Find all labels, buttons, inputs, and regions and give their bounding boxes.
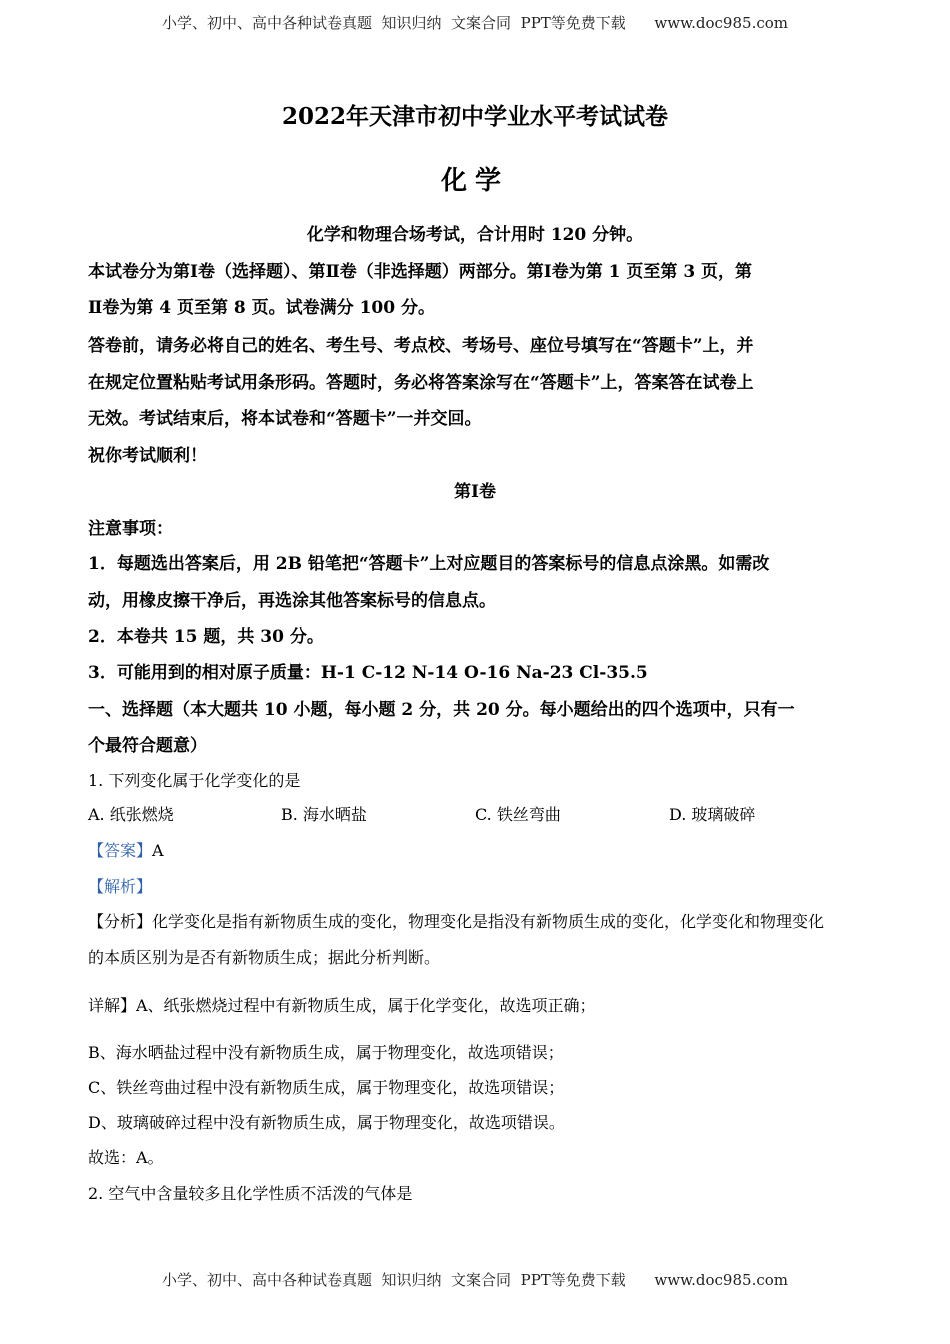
answer-tag: 【答案】 xyxy=(88,841,153,860)
rules-line-3: 无效。考试结束后，将本试卷和“答题卡”一并交回。 xyxy=(88,409,482,429)
volume-title: 第Ⅰ卷 xyxy=(454,482,496,502)
subject-title: 化学 xyxy=(440,166,509,196)
question-2-stem: 2. 空气中含量较多且化学性质不活泼的气体是 xyxy=(88,1184,413,1203)
answer-line xyxy=(88,838,863,861)
rules-line-1: 答卷前，请务必将自己的姓名、考生号、考点校、考场号、座位号填写在“答题卡”上，并 xyxy=(88,336,754,356)
section-1-line-1: 一、选择题（本大题共 10 小题，每小题 2 分，共 20 分。每小题给出的四个选项中，只有一 xyxy=(88,700,795,720)
answer-value: A xyxy=(152,841,164,860)
exam-duration: 化学和物理合场考试，合计用时 120 分钟。 xyxy=(306,225,644,245)
section-1-line-2: 个最符合题意） xyxy=(88,736,207,756)
detail-c: C、铁丝弯曲过程中没有新物质生成，属于物理变化，故选项错误； xyxy=(88,1078,565,1097)
structure-line-1: 本试卷分为第Ⅰ卷（选择题）、第Ⅱ卷（非选择题）两部分。第Ⅰ卷为第 1 页至第 3 页，第 xyxy=(88,262,753,282)
conclusion: 故选：A。 xyxy=(88,1148,164,1167)
analysis-tag: 【解析】 xyxy=(88,877,153,896)
fenxi-line-2: 的本质区别为是否有新物质生成；据此分析判断。 xyxy=(88,948,441,967)
question-1-option-a: A. 纸张燃烧 xyxy=(88,805,174,824)
note-2: 2．本卷共 15 题，共 30 分。 xyxy=(88,627,324,647)
structure-line-2: Ⅱ卷为第 4 页至第 8 页。试卷满分 100 分。 xyxy=(88,298,435,318)
note-3: 3．可能用到的相对原子质量：H-1 C-12 N-14 O-16 Na-23 Cl-35.5 xyxy=(88,663,648,683)
question-1-option-c: C. 铁丝弯曲 xyxy=(475,805,561,824)
note-1-line-2: 动，用橡皮擦干净后，再选涂其他答案标号的信息点。 xyxy=(88,591,496,611)
exam-title: 2022年天津市初中学业水平考试试卷 xyxy=(281,103,668,130)
question-1-option-d: D. 玻璃破碎 xyxy=(669,805,756,824)
footer-banner: 小学、初中、高中各种试卷真题 知识归纳 文案合同 PPT等免费下载 www.doc985.com xyxy=(161,1271,788,1289)
question-1-stem: 1. 下列变化属于化学变化的是 xyxy=(88,771,301,790)
fenxi-line-1: 【分析】化学变化是指有新物质生成的变化，物理变化是指没有新物质生成的变化，化学变化和物理变化 xyxy=(88,912,825,931)
detail-d: D、玻璃破碎过程中没有新物质生成，属于物理变化，故选项错误。 xyxy=(88,1113,565,1132)
rules-line-2: 在规定位置粘贴考试用条形码。答题时，务必将答案涂写在“答题卡”上，答案答在试卷上 xyxy=(88,373,754,393)
detail-a: 详解】A、纸张燃烧过程中有新物质生成，属于化学变化，故选项正确； xyxy=(88,996,596,1015)
good-luck: 祝你考试顺利！ xyxy=(88,446,207,466)
detail-b: B、海水晒盐过程中没有新物质生成，属于物理变化，故选项错误； xyxy=(88,1043,564,1062)
header-banner: 小学、初中、高中各种试卷真题 知识归纳 文案合同 PPT等免费下载 www.doc985.com xyxy=(161,14,788,32)
notes-heading: 注意事项： xyxy=(88,519,173,539)
note-1-line-1: 1．每题选出答案后，用 2B 铅笔把“答题卡”上对应题目的答案标号的信息点涂黑。如需改 xyxy=(88,554,770,574)
question-1-option-b: B. 海水晒盐 xyxy=(281,805,367,824)
